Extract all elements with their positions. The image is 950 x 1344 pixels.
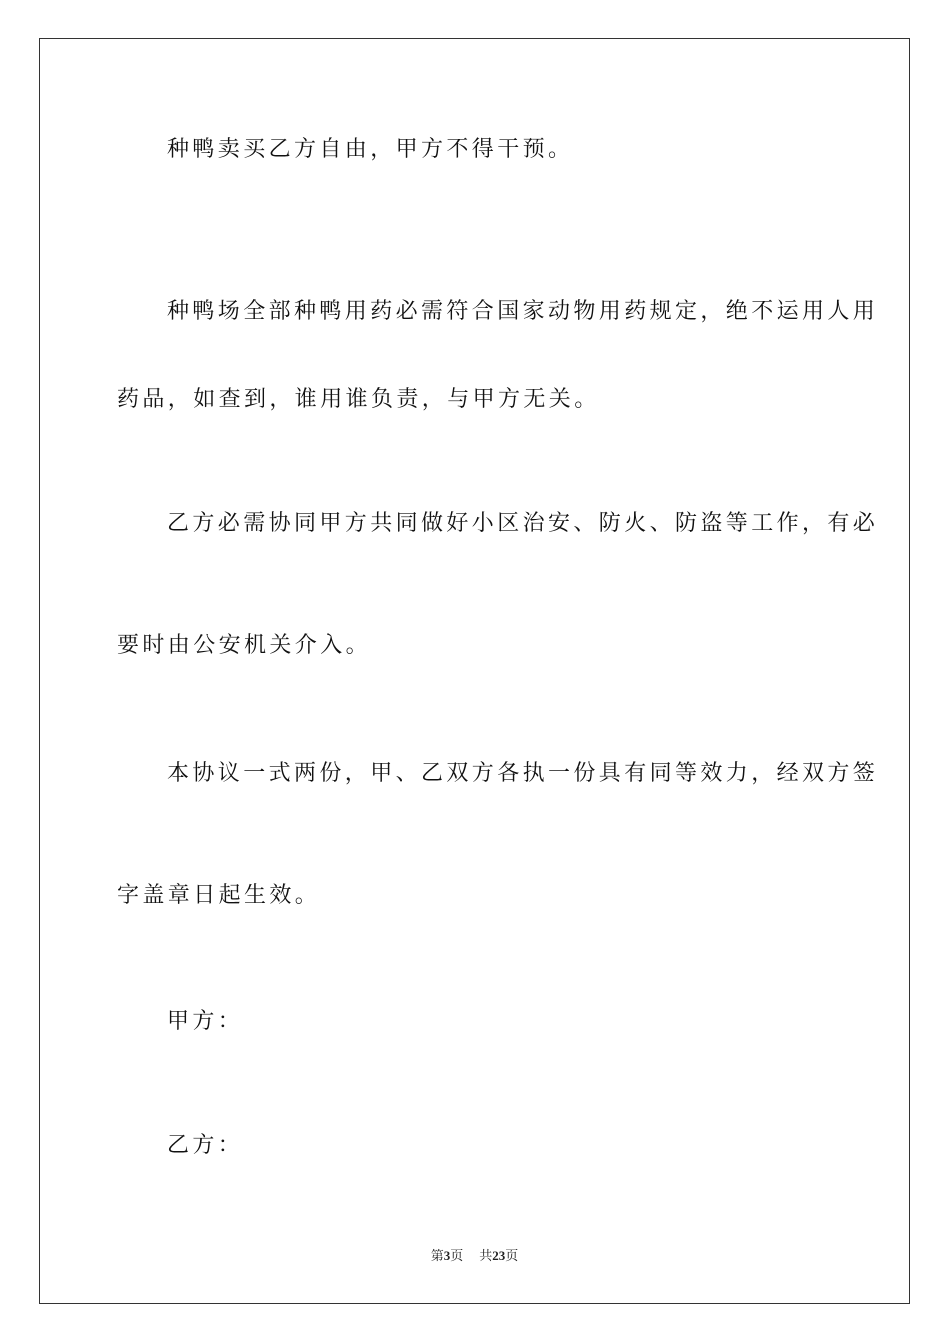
party-b-label: 乙方： bbox=[167, 1133, 244, 1158]
paragraph-3-line-1: 乙方必需协同甲方共同做好小区治安、防火、防盗等工作，有必 bbox=[167, 511, 879, 536]
page-current: 3 bbox=[443, 1248, 451, 1263]
total-prefix: 共 bbox=[479, 1248, 493, 1263]
total-suffix: 页 bbox=[505, 1248, 519, 1263]
page-suffix: 页 bbox=[450, 1248, 464, 1263]
paragraph-2-line-1: 种鸭场全部种鸭用药必需符合国家动物用药规定，绝不运用人用 bbox=[167, 299, 879, 324]
page-frame bbox=[39, 38, 910, 1304]
party-a-label: 甲方： bbox=[167, 1009, 244, 1034]
paragraph-4-line-2: 字盖章日起生效。 bbox=[117, 883, 321, 908]
paragraph-1-line-1: 种鸭卖买乙方自由，甲方不得干预。 bbox=[167, 137, 574, 162]
page-prefix: 第 bbox=[430, 1248, 444, 1263]
paragraph-2-line-2: 药品，如查到，谁用谁负责，与甲方无关。 bbox=[117, 387, 600, 412]
paragraph-4-line-1: 本协议一式两份，甲、乙双方各执一份具有同等效力，经双方签 bbox=[167, 761, 879, 786]
page-footer bbox=[40, 1247, 909, 1265]
page-total: 23 bbox=[492, 1248, 506, 1263]
paragraph-3-line-2: 要时由公安机关介入。 bbox=[117, 633, 372, 658]
